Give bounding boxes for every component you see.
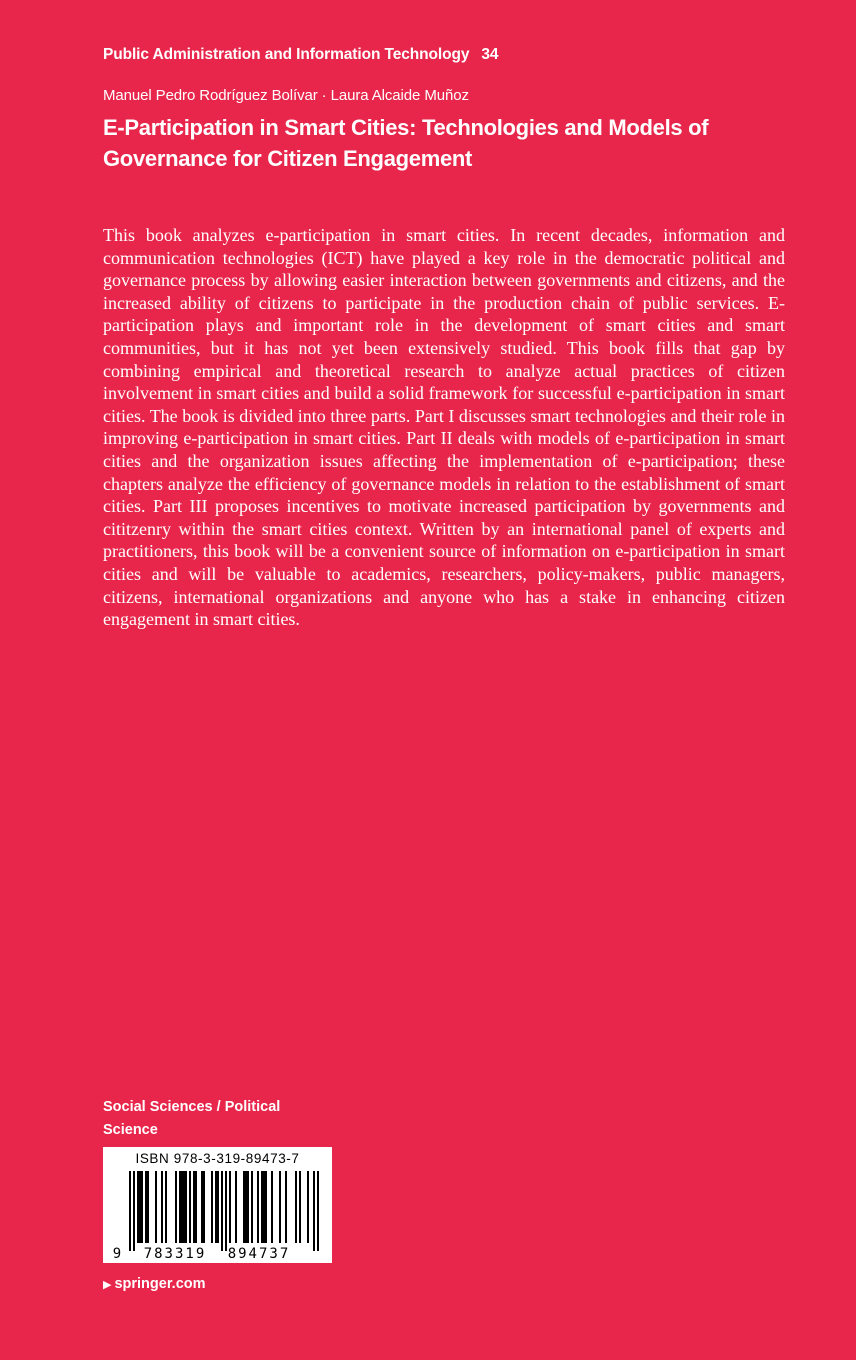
barcode-bar — [203, 1171, 205, 1243]
barcode-bar — [235, 1171, 237, 1243]
ean-digits — [113, 1246, 291, 1262]
barcode-bar — [147, 1171, 149, 1243]
barcode-bar — [189, 1171, 191, 1243]
website-url: springer.com — [114, 1276, 206, 1292]
barcode-bar — [215, 1171, 217, 1243]
barcode-bar — [161, 1171, 163, 1243]
barcode-bar — [181, 1171, 183, 1243]
authors: Manuel Pedro Rodríguez Bolívar · Laura Alcaide Muñoz — [103, 87, 469, 104]
barcode-bar — [313, 1171, 315, 1251]
series-volume: 34 — [481, 46, 499, 63]
barcode-bar — [243, 1171, 245, 1243]
barcode-bar — [141, 1171, 143, 1243]
website-link[interactable] — [103, 1276, 206, 1292]
subject-line-2: Science — [103, 1122, 158, 1138]
barcode-bar — [175, 1171, 177, 1243]
barcode-bar — [139, 1171, 141, 1243]
isbn-barcode — [103, 1147, 332, 1263]
barcode-bar — [261, 1171, 263, 1243]
barcode-bar — [251, 1171, 253, 1243]
barcode-bar — [245, 1171, 247, 1243]
barcode-bar — [193, 1171, 195, 1243]
series-line — [103, 46, 498, 64]
barcode-bar — [201, 1171, 203, 1243]
barcode-bar — [195, 1171, 197, 1243]
subject-line-1: Social Sciences / Political — [103, 1099, 281, 1115]
barcode-bar — [285, 1171, 287, 1243]
barcode-bar — [133, 1171, 135, 1251]
ean-left-digits: 783319 — [143, 1246, 207, 1262]
play-arrow-icon: ▶ — [103, 1279, 112, 1291]
series-name: Public Administration and Information Technology — [103, 46, 470, 63]
barcode-bar — [307, 1171, 309, 1243]
barcode-bars — [129, 1171, 319, 1251]
barcode-bar — [129, 1171, 131, 1251]
barcode-bar — [155, 1171, 157, 1243]
barcode-bar — [137, 1171, 139, 1243]
book-title — [103, 112, 783, 174]
ean-right-digits: 894737 — [227, 1246, 291, 1262]
book-description: This book analyzes e-participation in smart cities. In recent decades, information and communication technologies (ICT) have played a key role in the democratic political and governance process by allowing easier interaction between governments and citizens, and the increased ability of citizens to participate in the production chain of public services. E-participation plays and important role in the development of smart cities and smart communities, but it has not yet been extensively studied. This book fills that gap by combining empirical and theoretical research to analyze actual practices of citizen involvement in smart cities and build a solid framework for successful e-participation in smart cities. The book is divided into three parts. Part I discusses smart technologies and their role in improving e-participation in smart cities. Part II deals with models of e-participation in smart cities and the organization issues affecting the implementation of e-participation; these chapters analyze the efficiency of governance models in relation to the establishment of smart cities. Part III proposes incentives to motivate increased participation by governments and cititzenry within the smart cities context. Written by an international panel of experts and practitioners, this book will be a convenient source of information on e-participation in smart cities and will be valuable to academics, researchers, policy-makers, public managers, citizens, international organizations and anyone who has a stake in enhancing citizen engagement in smart cities. — [103, 225, 785, 630]
barcode-bar — [165, 1171, 167, 1243]
barcode-bar — [217, 1171, 219, 1243]
barcode-bar — [185, 1171, 187, 1243]
barcode-bar — [271, 1171, 273, 1243]
barcode-bar — [211, 1171, 213, 1243]
isbn-label: ISBN 978-3-319-89473-7 — [135, 1151, 300, 1166]
subject-category — [103, 1096, 280, 1142]
barcode-bar — [257, 1171, 259, 1243]
barcode-bar — [221, 1171, 223, 1251]
barcode-bar — [317, 1171, 319, 1251]
barcode-bar — [295, 1171, 297, 1243]
barcode-bar — [183, 1171, 185, 1243]
barcode-bar — [279, 1171, 281, 1243]
barcode-bar — [225, 1171, 227, 1251]
barcode-bar — [299, 1171, 301, 1243]
book-title-line-1: E-Participation in Smart Cities: Technologies and Models of — [103, 115, 709, 140]
barcode-bar — [265, 1171, 267, 1243]
barcode-bar — [263, 1171, 265, 1243]
barcode-bar — [179, 1171, 181, 1243]
ean-first-digit: 9 — [112, 1246, 122, 1262]
barcode-bar — [247, 1171, 249, 1243]
book-title-line-2: Governance for Citizen Engagement — [103, 146, 473, 171]
barcode-bar — [229, 1171, 231, 1243]
barcode-bar — [145, 1171, 147, 1243]
